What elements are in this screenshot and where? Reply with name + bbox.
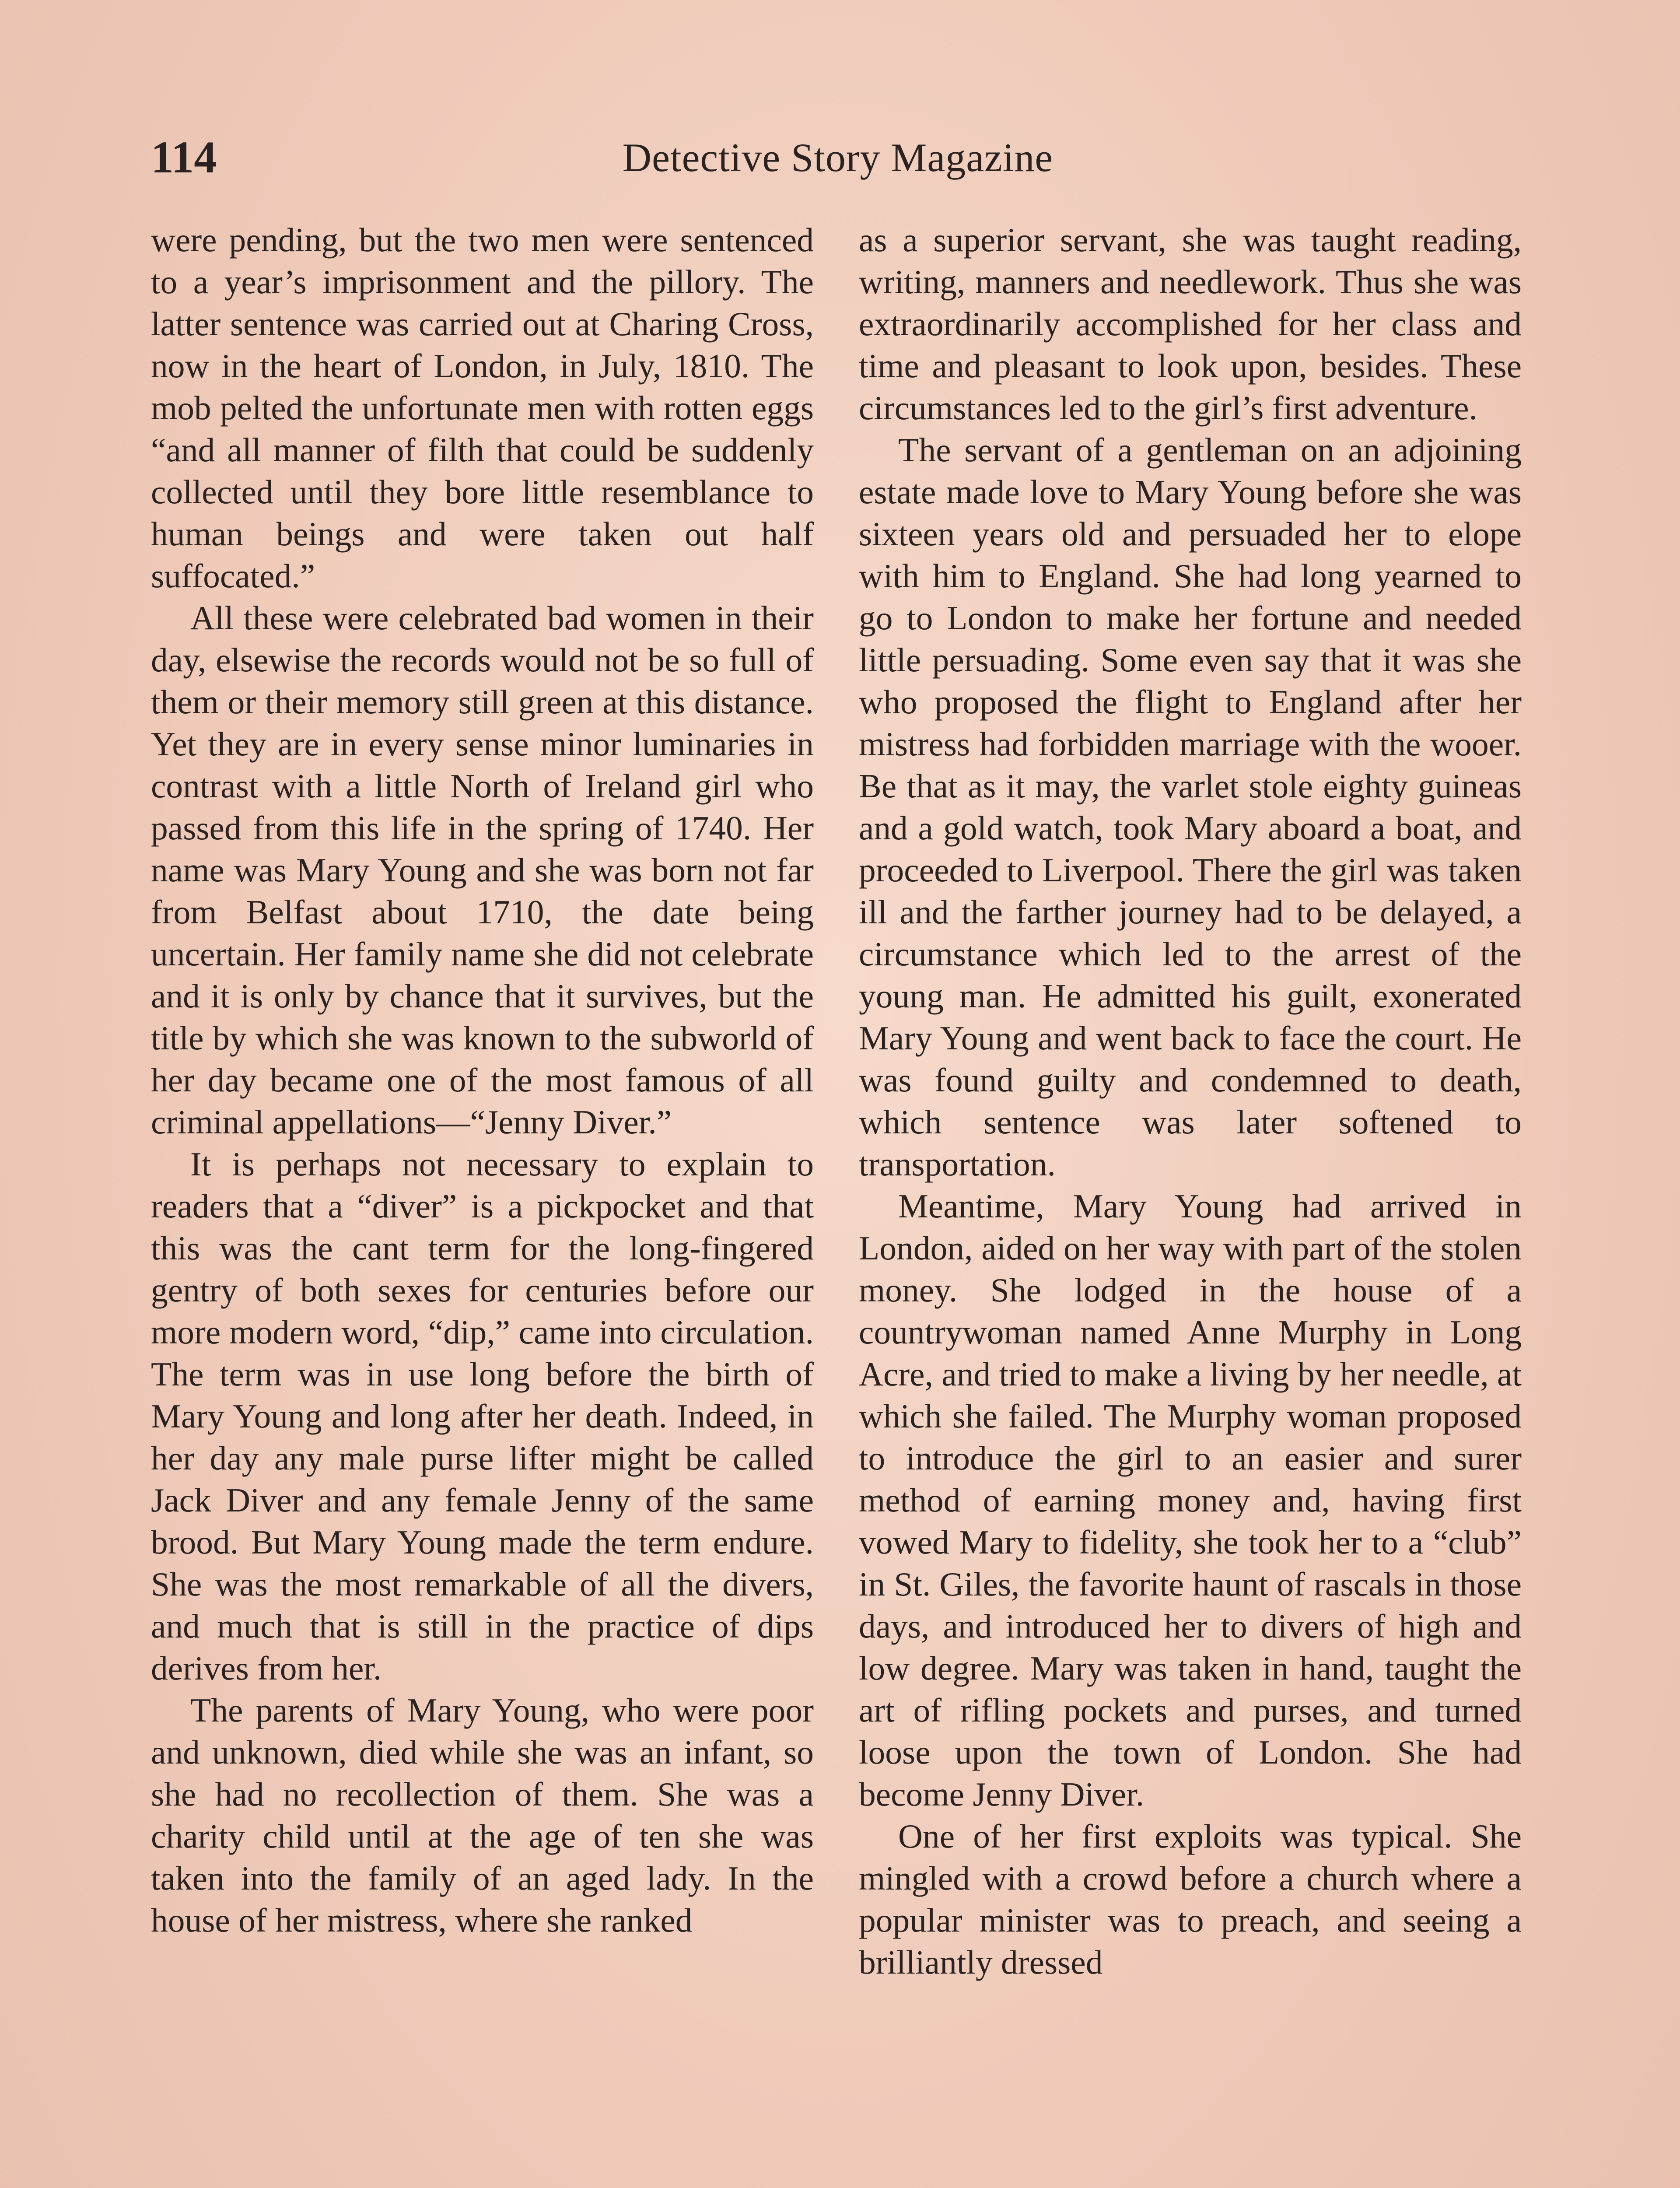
paragraph: One of her first exploits was typical. She mingled with a crowd before a church where a popular minister was to preach, and seeing a brilliantly dressed: [859, 1817, 1522, 1981]
paragraph: as a superior servant, she was taught reading, writing, manners and needlework. Thus she was extraordinarily accomplished for her class and time and pleasant to look upon, besides. These circumstances led to the girl’s first adventure.: [859, 221, 1522, 427]
paragraph: It is perhaps not necessary to explain to readers that a “diver” is a pickpocket and that this was the cant term for the long-fingered gentry of both sexes for centuries before our more modern word, “dip,” came into circulation. The term was in use long before the birth of Mary Young and long after her death. Indeed, in her day any male purse lifter might be called Jack Diver and any female Jenny of the same brood. But Mary Young made the term endure. She was the most remarkable of all the divers, and much that is still in the practice of dips derives from her.: [151, 1145, 814, 1687]
paragraph: The parents of Mary Young, who were poor and unknown, died while she was an infant, so she had no recollection of them. She was a charity child until at the age of ten she was taken into the family of an aged lady. In the house of her mistress, where she ranked: [151, 1691, 814, 1939]
paragraph: were pending, but the two men were sentenced to a year’s imprisonment and the pillory. The latter sentence was carried out at Charing Cross, now in the heart of London, in July, 1810. The mob pelted the unfortunate men with rotten eggs “and all manner of filth that could be suddenly collected until they bore little resemblance to human beings and were taken out half suffocated.”: [151, 221, 814, 595]
running-title: Detective Story Magazine: [622, 135, 1054, 180]
paragraph: All these were celebrated bad women in their day, elsewise the records would not be so full of them or their memory still green at this distance. Yet they are in every sense minor luminaries in contrast with a little North of Ireland girl who passed from this life in the spring of 1740. Her name was Mary Young and she was born not far from Belfast about 1710, the date being uncertain. Her family name she did not celebrate and it is only by chance that it survives, but the title by which she was known to the subworld of her day became one of the most famous of all criminal appellations—“Jenny Diver.”: [151, 599, 814, 1141]
page-header: [151, 131, 1525, 188]
page-number: 114: [151, 132, 217, 182]
paragraph: Meantime, Mary Young had arrived in London, aided on her way with part of the stolen money. She lodged in the house of a countrywoman named Anne Murphy in Long Acre, and tried to make a living by her needle, at which she failed. The Murphy woman proposed to introduce the girl to an easier and surer method of earning money and, having first vowed Mary to fidelity, she took her to a “club” in St. Giles, the favorite haunt of rascals in those days, and introduced her to divers of high and low degree. Mary was taken in hand, taught the art of rifling pockets and purses, and turned loose upon the town of London. She had become Jenny Diver.: [859, 1187, 1522, 1813]
paragraph: The servant of a gentleman on an adjoining estate made love to Mary Young before she was sixteen years old and persuaded her to elope with him to England. She had long yearned to go to London to make her fortune and needed little persuading. Some even say that it was she who proposed the flight to England after her mistress had forbidden marriage with the wooer. Be that as it may, the varlet stole eighty guineas and a gold watch, took Mary aboard a boat, and proceeded to Liverpool. There the girl was taken ill and the farther journey had to be delayed, a circumstance which led to the arrest of the young man. He admitted his guilt, exonerated Mary Young and went back to face the court. He was found guilty and condemned to death, which sentence was later softened to transportation.: [859, 431, 1522, 1183]
text-column-left: [151, 219, 814, 1941]
text-column-right: [859, 219, 1522, 1983]
